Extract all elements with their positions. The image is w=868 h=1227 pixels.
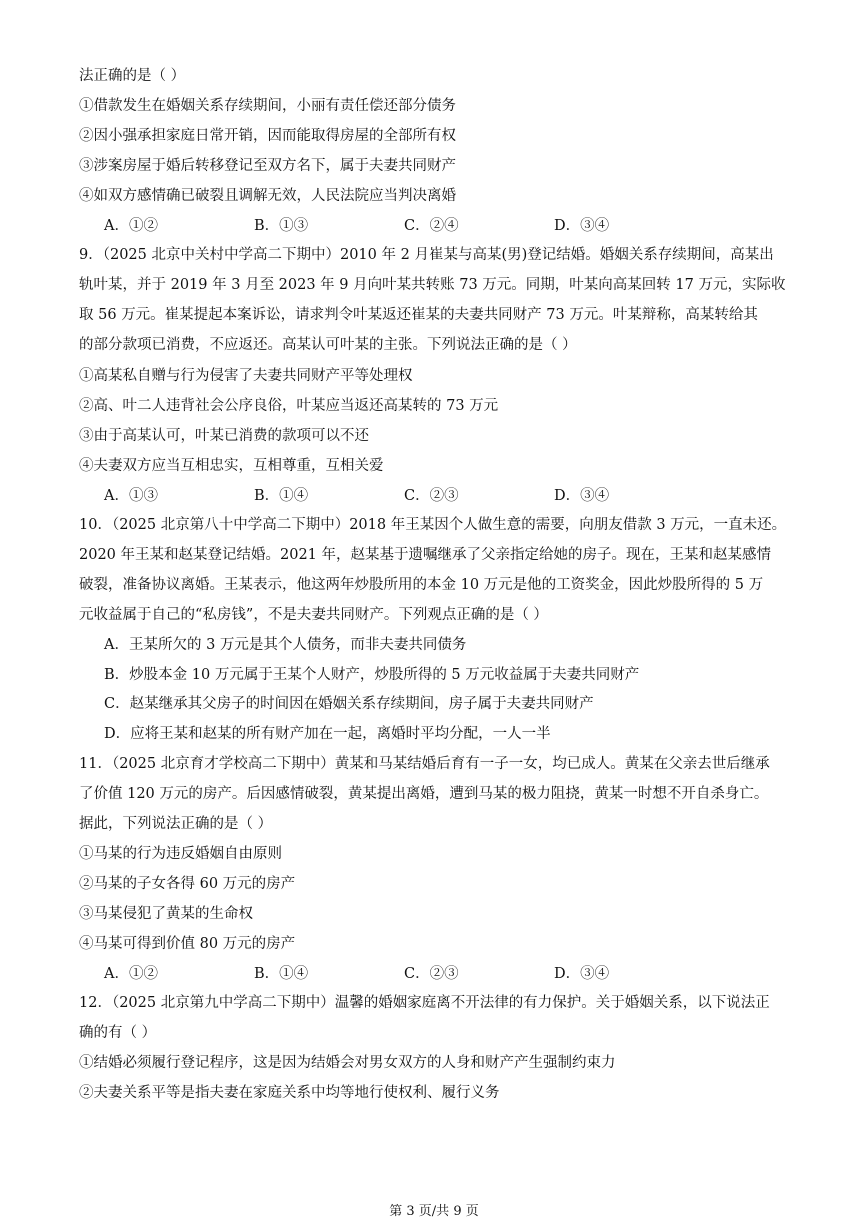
question-10-stem: 元收益属于自己的“私房钱”，不是夫妻共同财产。下列观点正确的是（ ）: [79, 607, 548, 623]
option-c: C．②④: [404, 218, 459, 234]
statement: ④如双方感情确已破裂且调解无效，人民法院应当判决离婚: [79, 188, 456, 204]
option-d: D．应将王某和赵某的所有财产加在一起，离婚时平均分配，一人一半: [104, 726, 551, 742]
question-9-stem: 取 56 万元。崔某提起本案诉讼，请求判令叶某返还崔某的夫妻共同财产 73 万元。叶某辩称，高某转给其: [79, 307, 758, 323]
option-b: B．①④: [254, 488, 309, 504]
option-c: C．②③: [404, 488, 459, 504]
statement: ③涉案房屋于婚后转移登记至双方名下，属于夫妻共同财产: [79, 158, 456, 174]
question-12-stem: 12．（2025 北京第九中学高二下期中）温馨的婚姻家庭离不开法律的有力保护。关于婚姻关系，以下说法正: [79, 995, 770, 1011]
statement: ②夫妻关系平等是指夫妻在家庭关系中均等地行使权利、履行义务: [79, 1085, 500, 1101]
question-12-stem: 确的有（ ）: [79, 1025, 157, 1041]
statement: ②马某的子女各得 60 万元的房产: [79, 876, 296, 892]
option-b: B．①④: [254, 966, 309, 982]
statement: ④夫妻双方应当互相忠实，互相尊重，互相关爱: [79, 458, 384, 474]
option-b: B．①③: [254, 218, 309, 234]
statement: ②高、叶二人违背社会公序良俗，叶某应当返还高某转的 73 万元: [79, 398, 499, 414]
question-11-stem: 据此，下列说法正确的是（ ）: [79, 816, 273, 832]
statement: ④马某可得到价值 80 万元的房产: [79, 936, 296, 952]
page-number: 第 3 页/共 9 页: [389, 1204, 479, 1219]
question-9-stem: 的部分款项已消费，不应返还。高某认可叶某的主张。下列说法正确的是（ ）: [79, 337, 577, 353]
option-d: D．③④: [554, 218, 610, 234]
option-d: D．③④: [554, 966, 610, 982]
question-stem-line: 法正确的是（ ）: [79, 68, 186, 84]
question-9-stem: 轨叶某，并于 2019 年 3 月至 2023 年 9 月向叶某共转账 73 万元。同期，叶某向高某回转 17 万元，实际收: [79, 277, 786, 293]
option-c: C．赵某继承其父房子的时间因在婚姻关系存续期间，房子属于夫妻共同财产: [104, 696, 594, 712]
question-9-stem: 9．（2025 北京中关村中学高二下期中）2010 年 2 月崔某与高某(男)登记结婚。婚姻关系存续期间，高某出: [79, 247, 774, 263]
statement: ③马某侵犯了黄某的生命权: [79, 906, 253, 922]
statement: ③由于高某认可，叶某已消费的款项可以不还: [79, 428, 369, 444]
option-a: A．①②: [104, 218, 158, 234]
option-a: A．①③: [104, 488, 158, 504]
option-c: C．②③: [404, 966, 459, 982]
option-a: A．①②: [104, 966, 158, 982]
statement: ②因小强承担家庭日常开销，因而能取得房屋的全部所有权: [79, 128, 456, 144]
option-b: B．炒股本金 10 万元属于王某个人财产，炒股所得的 5 万元收益属于夫妻共同财产: [104, 667, 640, 683]
option-a: A．王某所欠的 3 万元是其个人债务，而非夫妻共同债务: [104, 637, 467, 653]
option-d: D．③④: [554, 488, 610, 504]
question-11-stem: 11．（2025 北京育才学校高二下期中）黄某和马某结婚后育有一子一女，均已成人。黄某在父亲去世后继承: [79, 756, 770, 772]
question-10-stem: 破裂，准备协议离婚。王某表示，他这两年炒股所用的本金 10 万元是他的工资奖金，因此炒股所得的 5 万: [79, 577, 764, 593]
question-10-stem: 10．（2025 北京第八十中学高二下期中）2018 年王某因个人做生意的需要，向朋友借款 3 万元，一直未还。: [79, 517, 787, 533]
question-11-stem: 了价值 120 万元的房产。后因感情破裂，黄某提出离婚，遭到马某的极力阻挠，黄某一时想不开自杀身亡。: [79, 786, 769, 802]
statement: ①高某私自赠与行为侵害了夫妻共同财产平等处理权: [79, 368, 413, 384]
statement: ①马某的行为违反婚姻自由原则: [79, 846, 282, 862]
statement: ①结婚必须履行登记程序，这是因为结婚会对男女双方的人身和财产产生强制约束力: [79, 1055, 616, 1071]
question-10-stem: 2020 年王某和赵某登记结婚。2021 年，赵某基于遗嘱继承了父亲指定给她的房子。现在，王某和赵某感情: [79, 547, 772, 563]
statement: ①借款发生在婚姻关系存续期间，小丽有责任偿还部分债务: [79, 98, 456, 114]
